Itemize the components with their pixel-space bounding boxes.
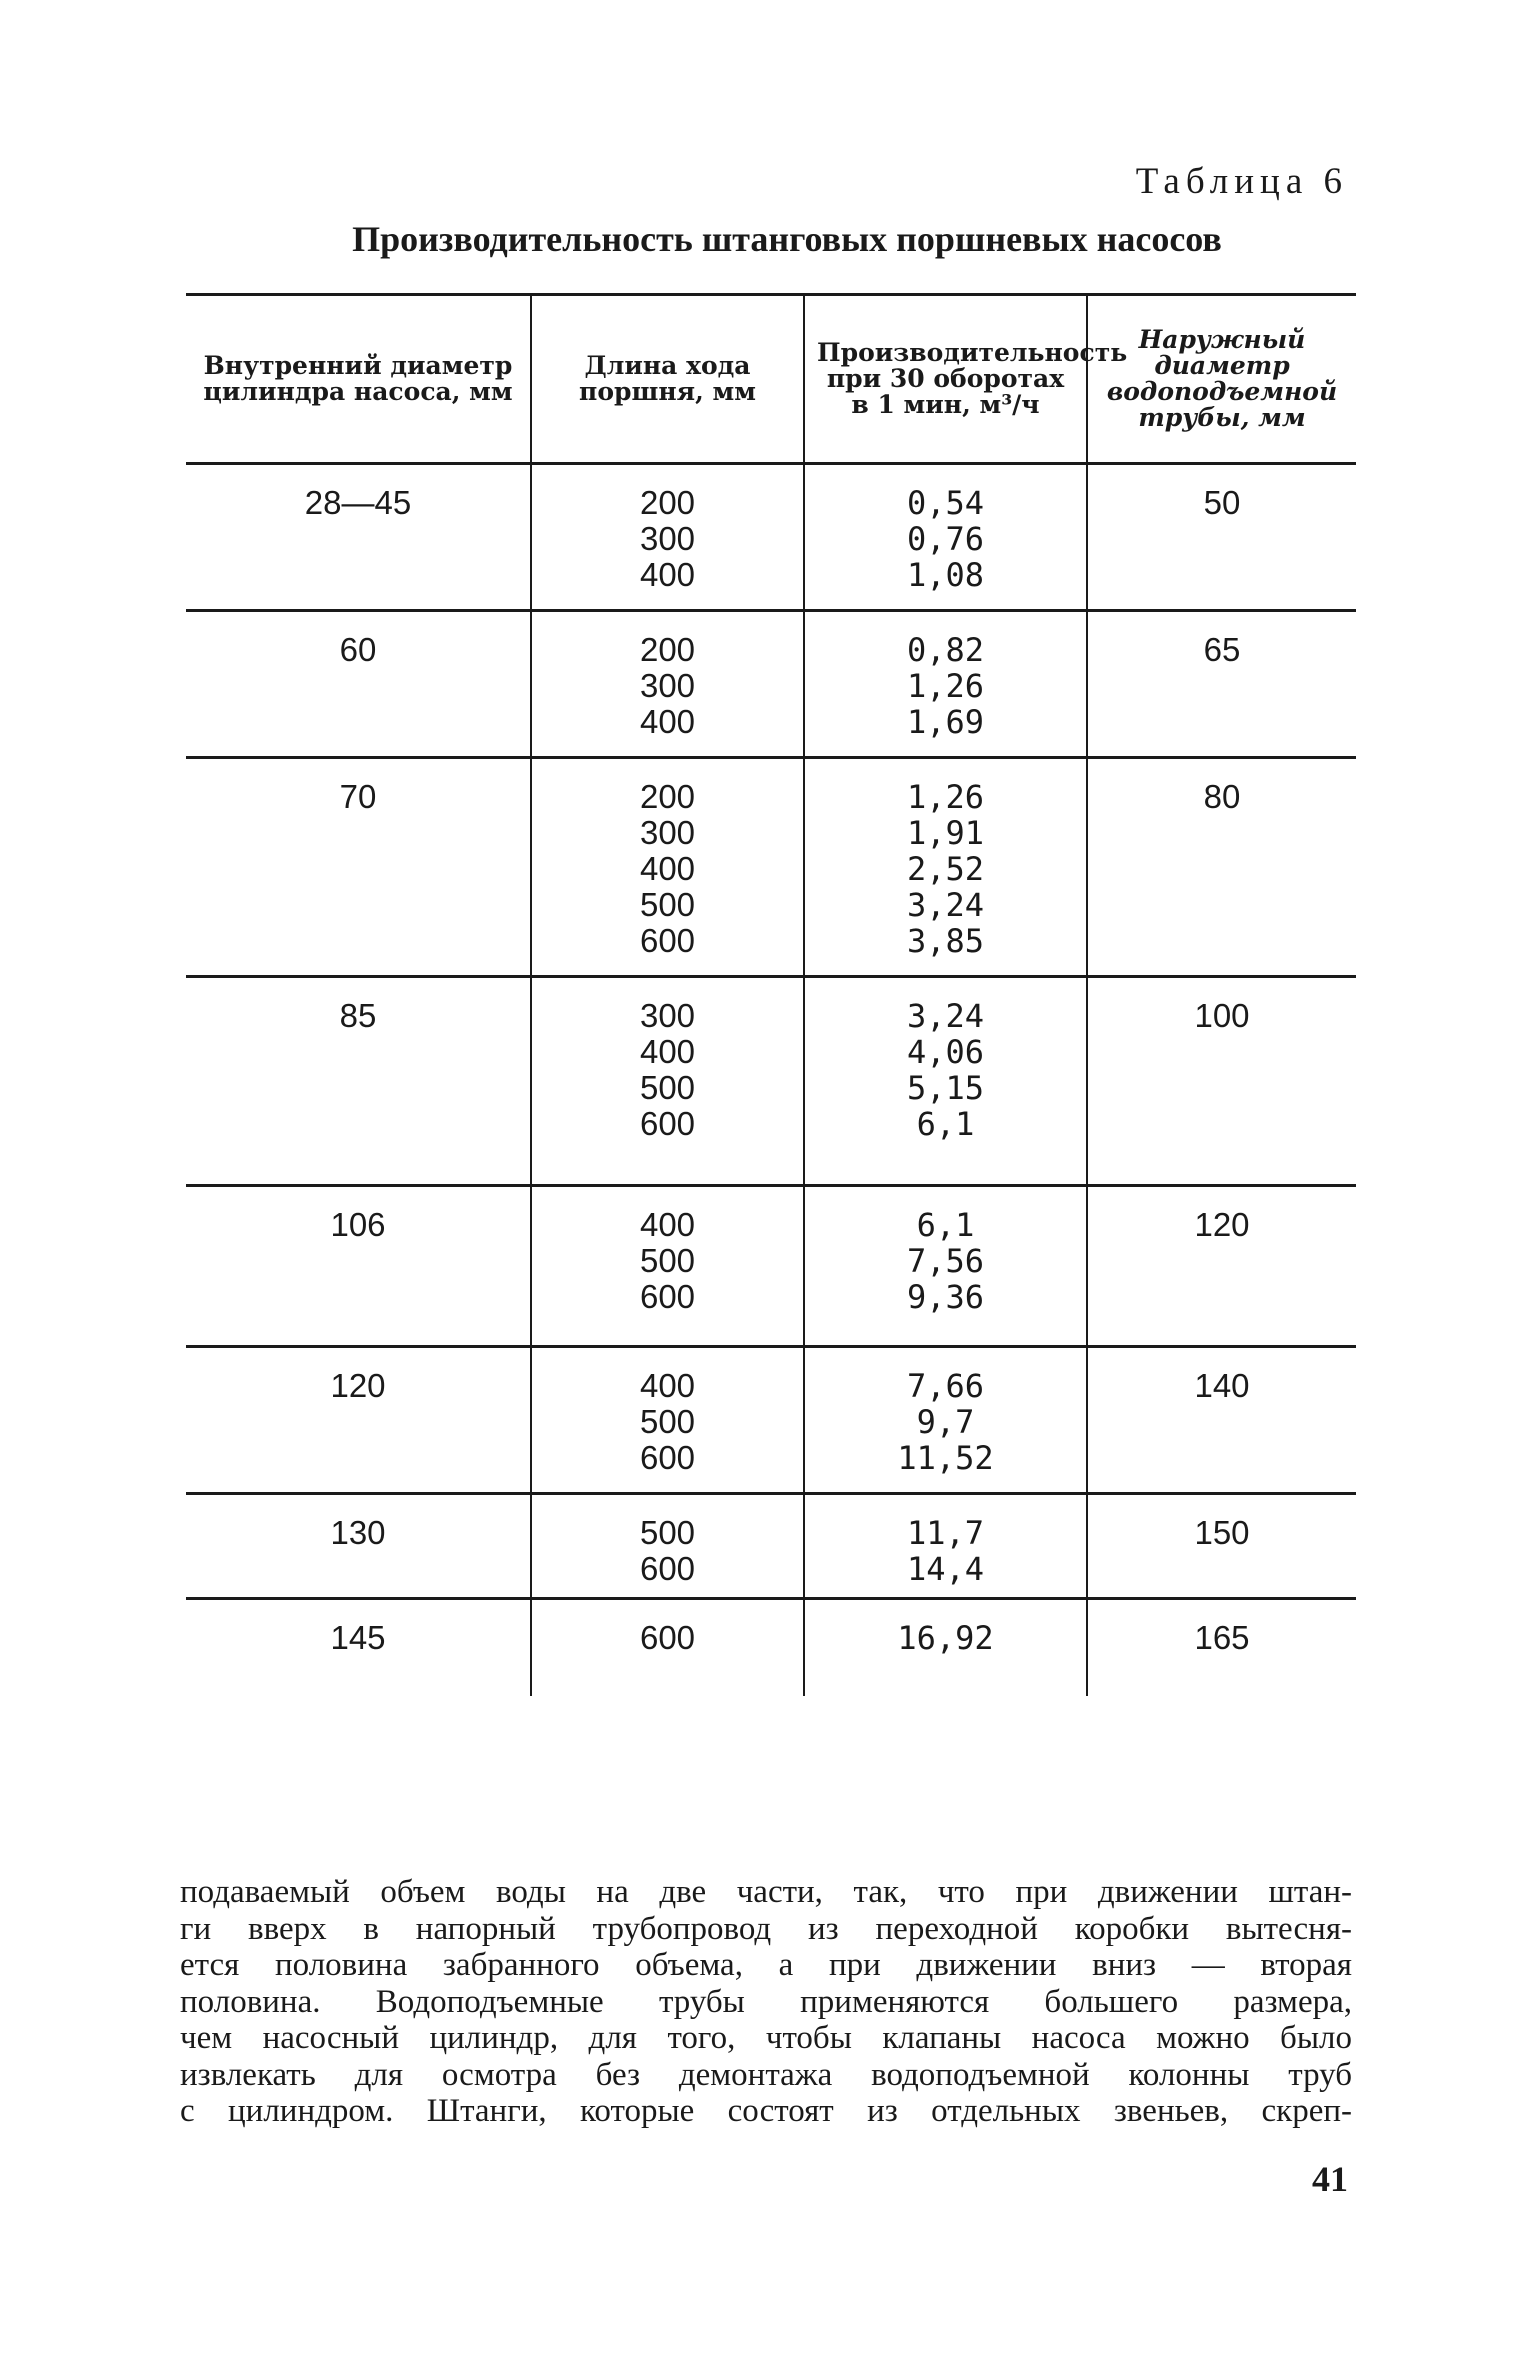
stroke-length-value: 500 xyxy=(639,1403,696,1440)
table-header-row xyxy=(186,295,1356,464)
pipe-diameter-value: 65 xyxy=(1203,631,1241,668)
header-stroke-length: Длина хода поршня, мм xyxy=(531,295,804,464)
pipe-diameter-value: 165 xyxy=(1194,1619,1250,1656)
cell-pipe-diameter xyxy=(1087,1494,1356,1599)
cell-stroke-length xyxy=(531,1186,804,1347)
capacity-value: 14,4 xyxy=(906,1550,985,1588)
stroke-length-value: 600 xyxy=(639,1550,696,1587)
capacity-value: 3,24 xyxy=(906,997,985,1035)
capacity-value: 1,26 xyxy=(906,667,985,705)
stroke-length-value: 200 xyxy=(639,778,696,815)
header-cylinder-diameter: Внутренний диаметр цилиндра насоса, мм xyxy=(186,295,531,464)
cylinder-diameter-value: 85 xyxy=(339,997,377,1034)
body-text-line: с цилиндром. Штанги, которые состоят из отдельных звеньев, скреп- xyxy=(180,2093,1352,2129)
pipe-diameter-value: 50 xyxy=(1203,484,1241,521)
cell-capacity xyxy=(804,611,1087,758)
cell-cylinder-diameter xyxy=(186,977,531,1186)
body-text-line: половина. Водоподъемные трубы применяются большего размера, xyxy=(180,1983,1352,2020)
cell-capacity xyxy=(804,758,1087,977)
cell-pipe-diameter xyxy=(1087,977,1356,1186)
stroke-length-value: 200 xyxy=(639,484,696,521)
capacity-value: 1,69 xyxy=(906,703,985,741)
body-text-line: ги вверх в напорный трубопровод из переходной коробки вытесня- xyxy=(180,1910,1352,1947)
stroke-length-value: 300 xyxy=(639,520,696,557)
capacity-value: 0,82 xyxy=(906,631,985,669)
capacity-value: 11,7 xyxy=(906,1514,985,1552)
body-text-line: подаваемый объем воды на две части, так, что при движении штан- xyxy=(180,1874,1352,1910)
stroke-length-value: 400 xyxy=(639,556,696,593)
cell-cylinder-diameter xyxy=(186,1599,531,1697)
stroke-length-value: 300 xyxy=(639,667,696,704)
body-paragraph xyxy=(180,1874,1352,2130)
cylinder-diameter-value: 28—45 xyxy=(304,484,412,521)
body-text-line: извлекать для осмотра без демонтажа водоподъемной колонны труб xyxy=(180,2056,1352,2093)
cell-cylinder-diameter xyxy=(186,464,531,611)
capacity-value: 1,26 xyxy=(906,778,985,816)
capacity-value: 4,06 xyxy=(906,1033,985,1071)
header-capacity: Производительность при 30 оборотах в 1 мин, м³/ч xyxy=(804,295,1087,464)
cylinder-diameter-value: 106 xyxy=(330,1206,386,1243)
cell-stroke-length xyxy=(531,758,804,977)
table-row xyxy=(186,464,1356,611)
capacity-value: 6,1 xyxy=(916,1206,975,1244)
capacity-value: 6,1 xyxy=(916,1105,975,1143)
cell-cylinder-diameter xyxy=(186,1494,531,1599)
table-row xyxy=(186,1599,1356,1697)
stroke-length-value: 400 xyxy=(639,850,696,887)
stroke-length-value: 600 xyxy=(639,1619,696,1656)
pipe-diameter-value: 140 xyxy=(1194,1367,1250,1404)
cell-capacity xyxy=(804,1186,1087,1347)
stroke-length-value: 200 xyxy=(639,631,696,668)
cell-pipe-diameter xyxy=(1087,464,1356,611)
cell-pipe-diameter xyxy=(1087,611,1356,758)
cell-capacity xyxy=(804,464,1087,611)
capacity-value: 3,85 xyxy=(906,922,985,960)
cell-pipe-diameter xyxy=(1087,1186,1356,1347)
cell-capacity xyxy=(804,1599,1087,1697)
cell-cylinder-diameter xyxy=(186,611,531,758)
capacity-value: 1,08 xyxy=(906,556,985,594)
cell-stroke-length xyxy=(531,977,804,1186)
table-row xyxy=(186,1347,1356,1494)
table-row xyxy=(186,611,1356,758)
cylinder-diameter-value: 130 xyxy=(330,1514,386,1551)
pump-performance-table xyxy=(186,293,1356,1696)
stroke-length-value: 600 xyxy=(639,1439,696,1476)
capacity-value: 5,15 xyxy=(906,1069,985,1107)
table-title: Производительность штанговых поршневых насосов xyxy=(352,219,1222,259)
capacity-value: 9,7 xyxy=(916,1403,975,1441)
cell-stroke-length xyxy=(531,611,804,758)
capacity-value: 11,52 xyxy=(897,1439,994,1477)
capacity-value: 16,92 xyxy=(897,1619,994,1657)
cell-pipe-diameter xyxy=(1087,1599,1356,1697)
stroke-length-value: 600 xyxy=(639,1105,696,1142)
pipe-diameter-value: 100 xyxy=(1194,997,1250,1034)
pipe-diameter-value: 80 xyxy=(1203,778,1241,815)
capacity-value: 2,52 xyxy=(906,850,985,888)
stroke-length-value: 400 xyxy=(639,703,696,740)
cylinder-diameter-value: 120 xyxy=(330,1367,386,1404)
cell-capacity xyxy=(804,977,1087,1186)
stroke-length-value: 500 xyxy=(639,1069,696,1106)
header-pipe-diameter: Наружный диаметр водоподъемной трубы, мм xyxy=(1087,295,1356,464)
cell-stroke-length xyxy=(531,1494,804,1599)
table-row xyxy=(186,1494,1356,1599)
capacity-value: 7,66 xyxy=(906,1367,985,1405)
cell-stroke-length xyxy=(531,1347,804,1494)
capacity-value: 7,56 xyxy=(906,1242,985,1280)
stroke-length-value: 300 xyxy=(639,997,696,1034)
cell-capacity xyxy=(804,1347,1087,1494)
cell-pipe-diameter xyxy=(1087,758,1356,977)
stroke-length-value: 500 xyxy=(639,1242,696,1279)
cell-stroke-length xyxy=(531,464,804,611)
table-row xyxy=(186,1186,1356,1347)
capacity-value: 3,24 xyxy=(906,886,985,924)
cylinder-diameter-value: 145 xyxy=(330,1619,386,1656)
cylinder-diameter-value: 70 xyxy=(339,778,377,815)
capacity-value: 0,76 xyxy=(906,520,985,558)
stroke-length-value: 600 xyxy=(639,922,696,959)
pipe-diameter-value: 150 xyxy=(1194,1514,1250,1551)
body-text-line: ется половина забранного объема, а при движении вниз — вторая xyxy=(180,1947,1352,1983)
stroke-length-value: 300 xyxy=(639,814,696,851)
cell-cylinder-diameter xyxy=(186,1347,531,1494)
table-row xyxy=(186,758,1356,977)
stroke-length-value: 500 xyxy=(639,1514,696,1551)
cell-stroke-length xyxy=(531,1599,804,1697)
capacity-value: 9,36 xyxy=(906,1278,985,1316)
cell-pipe-diameter xyxy=(1087,1347,1356,1494)
capacity-value: 1,91 xyxy=(906,814,985,852)
table-label: Таблица 6 xyxy=(1135,161,1348,202)
cell-cylinder-diameter xyxy=(186,1186,531,1347)
stroke-length-value: 400 xyxy=(639,1367,696,1404)
cell-capacity xyxy=(804,1494,1087,1599)
page-number: 41 xyxy=(1312,2159,1348,2199)
stroke-length-value: 600 xyxy=(639,1278,696,1315)
pipe-diameter-value: 120 xyxy=(1194,1206,1250,1243)
cell-cylinder-diameter xyxy=(186,758,531,977)
cylinder-diameter-value: 60 xyxy=(339,631,377,668)
table-row xyxy=(186,977,1356,1186)
stroke-length-value: 500 xyxy=(639,886,696,923)
stroke-length-value: 400 xyxy=(639,1033,696,1070)
body-text-line: чем насосный цилиндр, для того, чтобы клапаны насоса можно было xyxy=(180,2020,1352,2056)
capacity-value: 0,54 xyxy=(906,484,985,522)
stroke-length-value: 400 xyxy=(639,1206,696,1243)
